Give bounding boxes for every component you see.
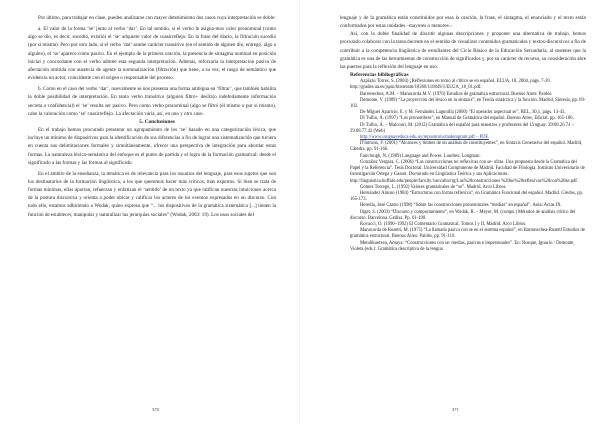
reference-entry: Di Tullio, Á. (1997) “Los pronombres”, en Manual de Gramática del español. Buenos Aires, Edicial. pp. 165-186. bbox=[360, 116, 574, 122]
paragraph: b. Como en el caso del verbo ‘dar’, nuevamente se nos presenta una forma ambigua en ‘filtrar’, que también habilita la doble posibilidad de interpretación. En tanto verbo transitivo (alguien filtró+ desliz(o indebidamente información secreta o confidencial) el ‘se’ resulta ser pasivo. Pero como verbo pronominal (algo se filtró (él mismo o por sí mismo), cabe la valoración como ‘se’ cuasirreflejo. La afectación varía, así, en uno y otro caso. bbox=[28, 86, 276, 117]
reference-entry: Manacorda de Rosetti, M. (1975) “La llamada pasiva con se en el sistema español”, en Barrenechea-Rosetti Estudios de gramática estructural. Buenos Aires: Paidós, pp. 91-110. bbox=[350, 228, 585, 240]
reference-entry: Gómez Torrego, L. (1992) Valores gramaticales de “se”. Madrid. Arco Libros. bbox=[360, 184, 507, 190]
paragraph: a. El valor de la forma ‘se’ junto al verbo ‘dar’. En tal sentido, si el verbo le asigna-mos valor pronominal (como algo se dio, es decir, sucedió, existió) el ‘se’ adquiere valor de cuasirreflejo. En la frase del diario, la filtración sucedió (por sí misma). Pero por otro lado, si el verbo ‘dar’ asume carácter transitivo (en el sentido de alguien dio, entregó, algo a alguien), el ‘se’ aparece como pasivo. En el ejemplo de la primera oración, la presencia de sintagma nominal en posición inicial y concordante con el verbo admite esta segunda interpretación. Además, reforzaría la interpretación pasiva de afectación omitida con ausencia de agente la nominalización (filtración) que tiene, a su vez, el rasgo de semántico que evidencia un actor, coincidente con el origen o responsable del proceso. bbox=[28, 26, 276, 82]
reference-link[interactable]: http://www.uruguayeduca.edu.uy/repositorio/maletagram.pdf ‒ PDF. bbox=[360, 135, 489, 141]
reference-entry: Kovacci, O. (1990–1992) El Comentario Gramatical. Tomos I y II, Madrid: Arco Libros. bbox=[360, 221, 527, 227]
reference-entry: Hernández Alonso (1984) “Estructuras con forma reflexiva”, en Gramática Funcional del español. Madrid. Gredos, pp. 165-173. bbox=[350, 190, 583, 203]
paragraph: lenguaje y de la gramática están constituidos por esas la oración, la frase, el sintagma, el enunciado y el texto están conformados por estas unidades –mayores o menores–. bbox=[340, 15, 586, 30]
right-page bbox=[300, 0, 600, 424]
reference-entry: De Miguel Aparicio, E. y M. Fernández Lagunilla (2000) “El operador aspectual se”, REL, 30,1, págs. 13-43. bbox=[360, 110, 566, 116]
page-number: 371 bbox=[452, 407, 459, 412]
paragraph: Así, con la doble finalidad de discutir algunas descripciones y proponer una alternativa de trabajo, hemos procurado colaborar con la tarea docente en el sentido de visualizar contenidos gramaticales y textos-discursivos a fin de contribuir a la competencia lingüística de estudiantes del Ciclo Básico de la Educación Secundaria, al sostener que la gramática es una de las herramientas de construcción de significados y, por su carácter de recurso, su consideración abre las puertas para la reflexión del lenguaje en uso. bbox=[340, 31, 586, 70]
reference-entry: Heredia, José Castro (1998) “Sobre las construcciones pronominales “medias” en español”. Aula: Actas IX. bbox=[360, 203, 562, 209]
reference-entry: Di Tullio, Á. – Malcouri, M. (2012) Gramática del español para maestros y profesores del Uruguay. 29/08.26.74 – 29.08.77.42 (Web) bbox=[350, 122, 574, 134]
reference-entry: González Vergara, C. (2006) “Las construcciones no reflexivas con se- ofras. Una propuesta desde la Gramática del Papel y la Referencia”. Tesis Doctoral. Universidad Complutense de Madrid. Facultad de Filología. Instituto Universitario de Investigación Ortega y Gasset. Doctorado en Lingüística Teórica y sus Aplicaciones. http://linguistica.buffalo.edu/people/faculty/vanvalin/rrg/Las%20construcciones %20no%20reflexivas%20con%20se.pdf. bbox=[350, 159, 585, 184]
paragraph: Por último, para trabajar en clase, pueden analizarse con mayor detenimiento dos casos cuya interpretación es doble: bbox=[38, 15, 276, 21]
paragraph: En el ámbito de la enseñanza, la temática es de relevancia para los usuarios del lenguaje, para esos sujetos que son los destinatarios de la formación lingüística, a los que queremos hacer más críticos, más expertos. Si bien se trata de formas mínimas, ellas aportan, refuerzan y enfatizan el ‘sentido’ de un texto ya que ratifican nuestras intuiciones acerca de la postura discursiva y orienta a poder ubicar y calificar los actores de los eventos expresados en un discurso. Con todo ello, estamos adhiriendo a Wodak, quien expresa que “... los dispositivos de la gramática sistemática [...] tienen la función de establecer, manipular y naturalizar las jerarquías sociales” (Wodak, 2003: 19). Los usos sociales del bbox=[28, 170, 276, 218]
left-text-column bbox=[28, 14, 276, 219]
right-text-column bbox=[340, 14, 586, 253]
reference-entry: Demonte, V. (1989) “La proyección del léxico en la sintaxis”, en Teoría sintáctica y la función. Madrid, Síntesis, pp. 69-102. bbox=[350, 97, 586, 110]
reference-entry: D'Introno, F. (2001) “Alcances y límites de un análisis de constituyentes”, en Sintaxis Generativa del español. Madrid, Cátedra. pp. 91-166. bbox=[350, 141, 583, 153]
reference-entry: Mendikoetxea, Amaya: “Construcciones con se: medias, pasivas e impersonales”. En: Bosque, Ignacio / Demonte, Violeta (eds.): Gramática descriptiva de la lengua bbox=[350, 240, 575, 252]
section-heading: 5. Conclusiones bbox=[139, 118, 175, 125]
reference-entry: Azpiazu Torres, S. (2004) ¿Reflexiones en torno al clítico se en español. ELUA, 18, 2004, págs. 7-20. http://grades.ua.es/jspui/bitstream/10366/110849/1/ELUA_18_01.pdf. bbox=[350, 79, 551, 91]
reference-entry: Barrenechea, A.M. – Manacorda M.V. (1976) Estudios de gramática estructural. Buenos Aires: Paidós. bbox=[360, 91, 553, 97]
reference-entry: Iliget, S. (2003) “Discurso y comportamiento”, en Wodak, R. – Meyer, M. (comps.) Métodos de análisis crítico del discurso. Barcelona. Gedisa. Pp. 61-100. bbox=[350, 209, 576, 221]
reference-entry: Fairclough, N. (1989) Language and Power. Londres: Longman. bbox=[360, 153, 481, 159]
references-heading: Referencias bibliográficas bbox=[350, 72, 409, 79]
paragraph: En el trabajo hemos procurado presentar un agrupamiento de los ‘se’ basado en una categorización léxica, que incluye un mínimo de dispositivos para la identificación de sus diferencias a fin de lograr una sistematización que tuviera en cuenta sus delimitaciones formales y simultáneamente, ofrecer una perspectiva de integración para abordar estas formas. La naturaleza léxico-semántica del enfoque es el punto de partida y el logro de la formación gramatical: desde el significado a las formas y las formas al significado. bbox=[28, 127, 276, 166]
page-number: 370 bbox=[152, 407, 159, 412]
